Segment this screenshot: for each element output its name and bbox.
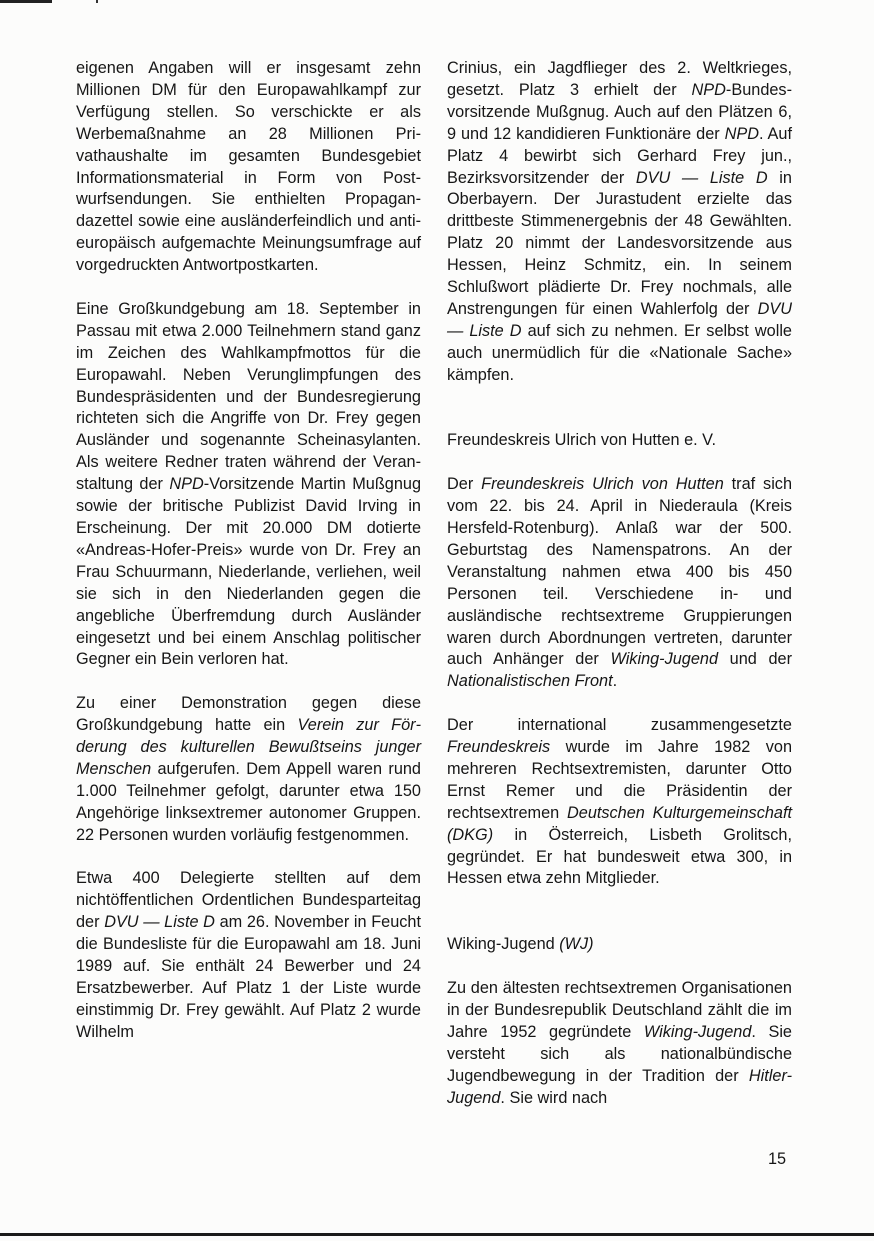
right-column	[447, 58, 792, 1109]
bottom-edge-rule	[0, 1233, 874, 1236]
emphasis: Deutschen Kulturgemeinschaft (DKG)	[447, 803, 792, 844]
top-edge-rule	[0, 0, 52, 3]
emphasis: Freundeskreis	[447, 738, 551, 757]
paragraph-right-4: Zu den ältesten rechtsextremen Organisationen in der Bundesrepublik Deutschland zählt die im Jahre 1952 gegründete Wiking-Jugend. Sie versteht sich als nationalbündische Jugendbewegung in der Tradition der Hitler-Jugend. Sie wird nach	[447, 978, 792, 1107]
paragraph-right-3: Der international zusammengesetzte Freundeskreis wurde im Jahre 1982 von mehreren Rechtsextremisten, darunter Otto Ernst Remer und die Präsidentin der rechtsextremen Deutschen Kulturgemeinschaft (DKG) in Österreich, Lisbeth Grolitsch, gegründet. Er hat bundesweit etwa 300, in Hessen etwa zehn Mitglieder.	[447, 716, 792, 888]
left-column	[76, 58, 421, 1044]
paragraph-left-4: Etwa 400 Delegierte stellten auf dem nichtöffentlichen Ordentlichen Bundesparteitag der DVU — Liste D am 26. November in Feucht die Bundesliste für die Europawahl am 18. Juni 1989 auf. Sie enthält 24 Bewerber und 24 Ersatzbewerber. Auf Platz 1 der Liste wurde einstimmig Dr. Frey gewählt. Auf Platz 2 wurde Wilhelm	[76, 869, 421, 1041]
paragraph-left-2: Eine Großkundgebung am 18. September in Passau mit etwa 2.000 Teilnehmern stand ganz im Zeichen des Wahlkampfmottos für die Europawahl. Neben Verunglimpfungen des Bundespräsidenten und der Bundesregierung richteten sich die Angriffe von Dr. Frey gegen Ausländer und sogenannte Scheinasylanten. Als weitere Redner traten während der Veranstaltung der NPD-Vorsitzende Martin Mußgnug sowie der britische Publizist David Irving in Erscheinung. Der mit 20.000 DM dotierte «Andreas-Hofer-Preis» wurde von Dr. Frey an Frau Schuurmann, Niederlande, verliehen, weil sie sich in den Niederlanden gegen die angebliche Überfremdung durch Ausländer eingesetzt und bei einem Anschlag politischer Gegner ein Bein verloren hat.	[76, 299, 421, 669]
paragraph-left-1: eigenen Angaben will er insgesamt zehn Millionen DM für den Europawahlkampf zur Verfügung stellen. So verschickte er als Werbemaßnahme an 28 Millionen Privathaushalte im gesamten Bundesgebiet Informationsmaterial in Form von Postwurfsendungen. Sie enthielten Propagandazettel sowie eine ausländerfeindlich und anti-europäisch aufgemachte Meinungsumfrage auf vorgedruckten Antwortpostkarten.	[76, 59, 421, 275]
section-gap	[447, 890, 792, 934]
emphasis: Wiking-Jugend	[643, 1022, 752, 1041]
paragraph-right-1: Crinius, ein Jagdflieger des 2. Weltkrieges, gesetzt. Platz 3 erhielt der NPD-Bundesvorsitzende Mußgnug. Auch auf den Plätzen 6, 9 und 12 kandidieren Funktionäre der NPD. Auf Platz 4 bewirbt sich Gerhard Frey jun., Bezirksvorsitzender der DVU — Liste D in Oberbayern. Der Jurastudent erzielte das drittbeste Stimmenergebnis der 48 Gewählten. Platz 20 nimmt der Landesvorsitzende aus Hessen, Heinz Schmitz, ein. In seinem Schlußwort plädierte Dr. Frey nochmals, alle Anstrengungen für einen Wahlerfolg der DVU — Liste D auf sich zu nehmen. Er selbst wolle auch unermüdlich für die «Nationale Sache» kämpfen.	[447, 59, 792, 384]
emphasis: (WJ)	[559, 935, 594, 954]
emphasis: Wiking-Jugend	[610, 650, 719, 669]
page-number: 15	[768, 1150, 787, 1168]
emphasis: Hitler-Jugend	[447, 1066, 792, 1107]
emphasis: Verein zur Förderung des kulturellen Bewußtseins junger Menschen	[76, 716, 422, 778]
heading-gap	[447, 452, 792, 474]
emphasis: DVU — Liste D	[104, 913, 215, 932]
emphasis: Freundeskreis Ulrich von Hutten	[481, 475, 724, 494]
emphasis: NPD	[724, 124, 759, 143]
emphasis: DVU — Liste D	[447, 299, 792, 340]
paragraph-left-3: Zu einer Demonstration gegen diese Großkundgebung hatte ein Verein zur Förderung des kulturellen Bewußtseins junger Menschen aufgerufen. Dem Appell waren rund 1.000 Teilnehmer gefolgt, darunter etwa 150 Angehörige linksextremer autonomer Gruppen. 22 Personen wurden vorläufig festgenommen.	[76, 694, 422, 844]
section-heading-wiking-jugend: Wiking-Jugend (WJ)	[447, 935, 594, 954]
section-heading-freundeskreis: Freundeskreis Ulrich von Hutten e. V.	[447, 431, 717, 450]
emphasis: NPD	[691, 80, 726, 99]
section-gap	[447, 387, 792, 431]
emphasis: Nationalistischen Front	[447, 672, 613, 691]
top-edge-mark	[96, 0, 98, 3]
paragraph-right-2: Der Freundeskreis Ulrich von Hutten traf sich vom 22. bis 24. April in Niederaula (Kreis Hersfeld-Rotenburg). Anlaß war der 500. Geburtstag des Namenspatrons. An der Veranstaltung nahmen etwa 400 bis 450 Personen teil. Verschiedene in- und ausländische rechtsextreme Gruppierungen waren durch Abordnungen vertreten, darunter auch Anhänger der Wiking-Jugend und der Nationalistischen Front.	[447, 475, 793, 691]
emphasis: DVU — Liste D	[635, 168, 768, 187]
emphasis: NPD	[169, 475, 204, 494]
heading-gap	[447, 956, 792, 978]
